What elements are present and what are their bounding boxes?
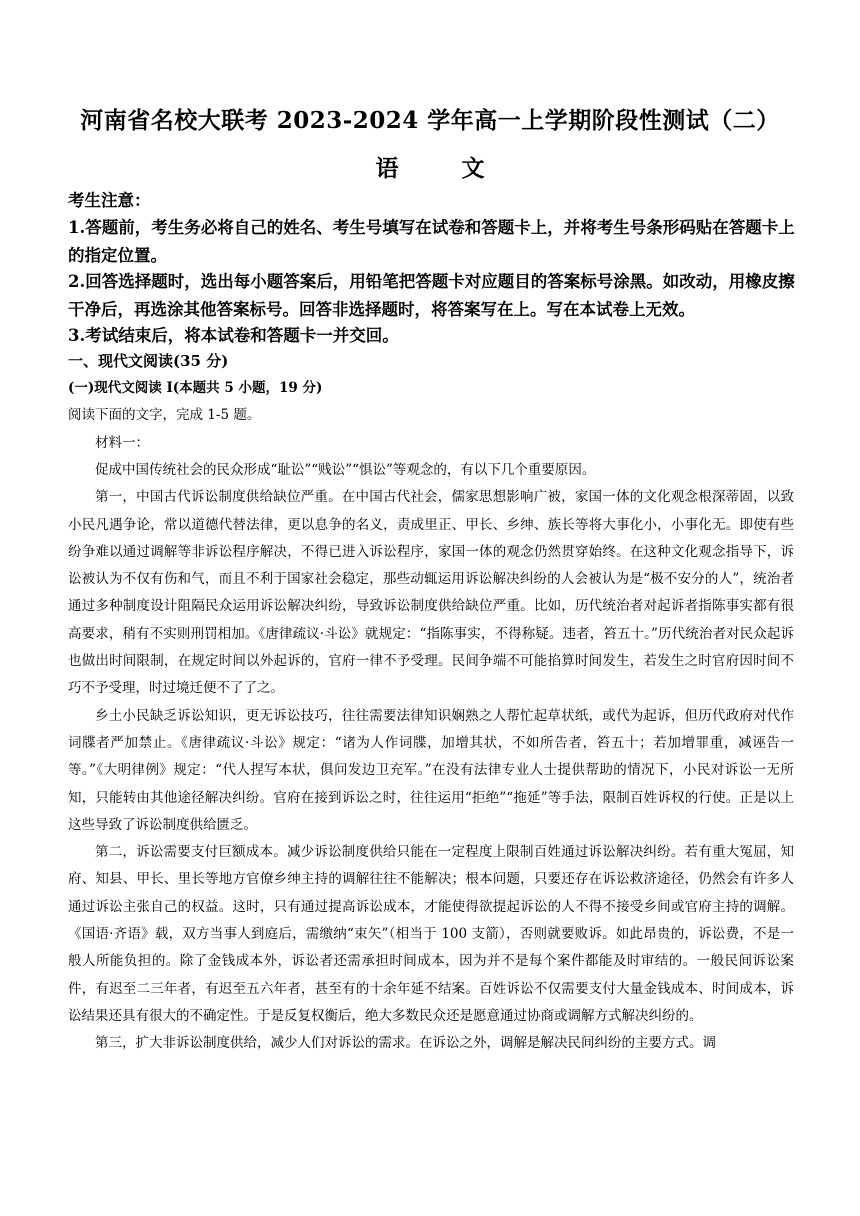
notice-item-1: 1.答题前，考生务必将自己的姓名、考生号填写在试卷和答题卡上，并将考生号条形码贴在答题卡上的指定位置。 (68, 218, 795, 265)
section-title: 一、现代文阅读(35 分) (68, 352, 229, 370)
passage-paragraph: 第一，中国古代诉讼制度供给缺位严重。在中国古代社会，儒家思想影响广被，家国一体的文化观念根深蒂固，以致小民凡遇争论，常以道德代替法律，更以息争的名义，责成里正、甲长、乡绅、族长等将大事化小，小事化无。即使有些纷争难以通过调解等非诉讼程序解决，不得已进入诉讼程序，家国一体的观念仍然贯穿始终。在这种文化观念指导下，诉讼被认为不仅有伤和气，而且不利于国家社会稳定，那些动辄运用诉讼解决纠纷的人会被认为是“极不安分的人”，统治者通过多种制度设计阻隔民众运用诉讼解决纠纷，导致诉讼制度供给缺位严重。比如，历代统治者对起诉者指陈事实都有很高要求，稍有不实则刑罚相加。《唐律疏议·斗讼》就规定：“指陈事实，不得称疑。违者，笞五十。”历代统治者对民众起诉也做出时间限制，在规定时间以外起诉的，官府一律不予受理。民间争端不可能掐算时间发生，若发生之时官府因时间不巧不予受理，时过境迁便不了了之。 (68, 489, 794, 697)
subject-title: 语 文 (375, 155, 505, 182)
passage-paragraph: 第二，诉讼需要支付巨额成本。减少诉讼制度供给只能在一定程度上限制百姓通过诉讼解决纠纷。若有重大冤屈，知府、知县、甲长、里长等地方官僚乡绅主持的调解往往不能解决；根本问题，只要还存在诉讼救济途径，仍然会有许多人通过诉讼主张自己的权益。这时，只有通过提高诉讼成本，才能使得欲提起诉讼的人不得不接受乡间或官府主持的调解。《国语·齐语》载，双方当事人到庭后，需缴纳“束矢”（相当于 100 支箭），否则就要败诉。如此昂贵的，诉讼费，不是一般人所能负担的。除了金钱成本外，诉讼者还需承担时间成本，因为并不是每个案件都能及时审结的。一般民间诉讼案件，有迟至二三年者，有迟至五六年者，甚至有的十余年延不结案。百姓诉讼不仅需要支付大量金钱成本、时间成本，诉讼结果还具有很大的不确定性。于是反复权衡后，绝大多数民众还是愿意通过协商或调解方式解决纠纷的。 (68, 844, 794, 1024)
reading-passage (68, 457, 794, 1058)
section-subtitle: (一)现代文阅读 I(本题共 5 小题，19 分) (68, 380, 323, 396)
reading-instruction: 阅读下面的文字，完成 1-5 题。 (68, 407, 261, 423)
notice-heading: 考生注意： (68, 191, 151, 210)
passage-paragraph: 第三，扩大非诉讼制度供给，减少人们对诉讼的需求。在诉讼之外，调解是解决民间纠纷的主要方式。调 (95, 1035, 716, 1052)
material-label (68, 430, 794, 457)
exam-title: 河南省名校大联考 2023-2024 学年高一上学期阶段性测试（二） (80, 107, 780, 134)
passage-paragraph: 乡土小民缺乏诉讼知识，更无诉讼技巧，往往需要法律知识娴熟之人帮忙起草状纸，或代为起诉，但历代政府对代作词牒者严加禁止。《唐律疏议·斗讼》规定：“诸为人作词牒，加增其状，不如所告者，笞五十；若加增罪重，减诬告一等。”《大明律例》规定：“代人捏写本状，俱问发边卫充军。”在没有法律专业人士提供帮助的情况下，小民对诉讼一无所知，只能转由其他途径解决纠纷。官府在接到诉讼之时，往往运用“拒绝”“拖延”等手法，限制百姓诉权的行使。正是以上这些导致了诉讼制度供给匮乏。 (68, 707, 794, 833)
notice-item-2: 2.回答选择题时，选出每小题答案后，用铅笔把答题卡对应题目的答案标号涂黑。如改动，用橡皮擦干净后，再选涂其他答案标号。回答非选择题时，将答案写在上。写在本试卷上无效。 (68, 272, 795, 319)
passage-paragraph: 促成中国传统社会的民众形成“耻讼”“贱讼”“惧讼”等观念的，有以下几个重要原因。 (95, 462, 596, 478)
material-label-text: 材料一： (95, 435, 149, 451)
notice-item-3: 3.考试结束后，将本试卷和答题卡一并交回。 (68, 326, 399, 345)
